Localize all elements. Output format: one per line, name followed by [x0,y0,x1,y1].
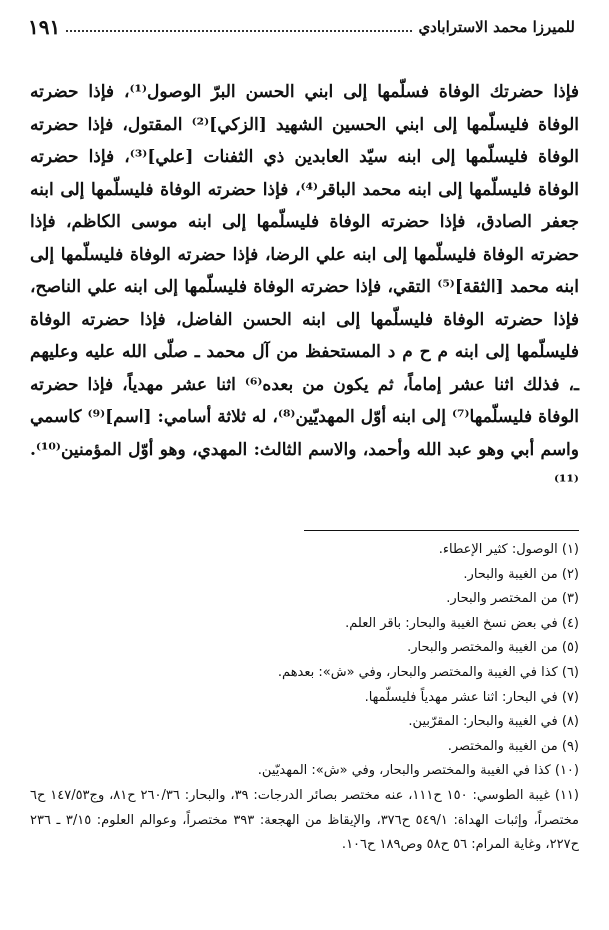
footnote: (٨) في الغيبة والبحار: المقرّبين. [408,714,579,730]
header-dotted-leader [66,30,412,32]
body-paragraph: فإذا حضرتك الوفاة فسلّمها إلى ابني الحسن البرّ الوصول⁽¹⁾، فإذا حضرته الوفاة فليسلّمها إلى ابني الحسين الشهيد [الزكي]⁽²⁾ المقتول، فإذا حضرته الوفاة فليسلّمها إلى ابنه سيّد العابدين ذي الثفنات [علي]⁽³⁾، فإذا حضرته الوفاة فليسلّمها إلى ابنه محمد الباقر⁽⁴⁾، فإذا حضرته الوفاة فليسلّمها إلى ابنه جعفر الصادق، فإذا حضرته الوفاة فليسلّمها إلى ابنه موسى الكاظم، فإذا حضرته الوفاة فليسلّمها إلى ابنه علي الرضا، فإذا حضرته الوفاة فليسلّمها إلى ابنه محمد [الثقة]⁽⁵⁾ التقي، فإذا حضرته الوفاة فليسلّمها إلى ابنه علي الناصح، فإذا حضرته الوفاة فليسلّمها إلى ابنه الحسن الفاضل، فإذا حضرته الوفاة فليسلّمها إلى ابنه م ح م د المستحفظ من آل محمد ـ صلّى الله عليه وعليهم ـ، فذلك اثنا عشر إماماً، ثم يكون من بعده⁽⁶⁾ اثنا عشر مهدياً، فإذا حضرته الوفاة فليسلّمها⁽⁷⁾ إلى ابنه أوّل المهديّين⁽⁸⁾، له ثلاثة أسامي: [اسم]⁽⁹⁾ كاسمي واسم أبي وهو عبد الله وأحمد، والاسم الثالث: المهدي، وهو أوّل المؤمنين⁽¹⁰⁾.⁽¹¹⁾ [30,82,580,492]
footnote: (٦) كذا في الغيبة والمختصر والبحار، وفي «ش»: بعدهم. [277,664,579,680]
main-text [30,76,579,499]
footnote: (٢) من الغيبة والبحار. [463,566,579,582]
footnote: (٧) في البحار: اثنا عشر مهدياً فليسلّمها. [364,689,579,705]
footnote: (٤) في بعض نسخ الغيبة والبحار: باقر العلم. [345,615,579,631]
footnote: (١٠) كذا في الغيبة والمختصر والبحار، وفي «ش»: المهديّين. [257,763,579,779]
page-header [28,12,575,42]
footnote: (٥) من الغيبة والمختصر والبحار. [407,640,579,656]
footnote: (١١) غيبة الطوسي: ١٥٠ ح١١١، عنه مختصر بصائر الدرجات: ٣٩، والبحار: ٢٦٠/٣٦ ح٨١، وج١٤٧/٥٣ ح٦ مختصراً، وإثبات الهداة: ٥٤٩/١ ح٣٧٦، والإيقاظ من الهجعة: ٣٩٣ مختصراً، وعوالم العلوم: ٣/١٥ ـ ٢٣٦ ح٢٢٧، وغاية المرام: ٥٦ ح٥٨ وص١٨٩ ح١٠٦. [30,787,579,853]
footnote: (١) الوصول: كثير الإعطاء. [438,542,579,557]
footnote: (٣) من المختصر والبحار. [446,591,579,607]
page-number: ١٩١ [28,15,61,39]
footnote-separator [304,530,579,531]
footnotes [30,538,579,858]
running-title: للميرزا محمد الاسترابادي [418,18,575,36]
footnote: (٩) من الغيبة والمختصر. [447,738,579,754]
